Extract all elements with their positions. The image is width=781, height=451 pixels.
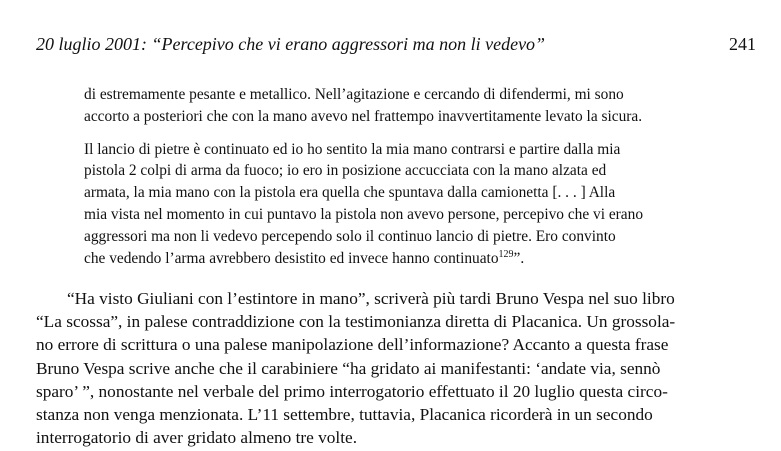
quote-closing: ”. [513,249,525,267]
body-line: Bruno Vespa scrive anche che il carabiniere “ha gridato ai manifestanti: ‘andate via, sennò [36,358,661,378]
block-quote [84,84,724,269]
body-line: stanza non venga menzionata. L’11 settembre, tuttavia, Placanica ricorderà in un secondo [36,405,653,425]
quote-line-text: che vedendo l’arma avrebbero desistito ed invece hanno continuato [84,249,499,267]
quote-line: Il lancio di pietre è continuato ed io ho sentito la mia mano contrarsi e partire dalla mia [84,140,621,158]
quote-paragraph-1 [84,84,724,128]
body-paragraph [36,287,756,449]
quote-line-last [84,248,724,270]
body-line: “Ha visto Giuliani con l’estintore in mano”, scriverà più tardi Bruno Vespa nel suo libro [67,289,675,308]
quote-line: aggressori ma non li vedevo percependo solo il continuo lancio di pietre. Ero convinto [84,227,616,245]
body-line: “La scossa”, in palese contraddizione con la testimonianza diretta di Placanica. Un grossola- [36,312,676,332]
footnote-reference[interactable]: 129 [498,248,514,260]
running-title: 20 luglio 2001: “Percepivo che vi erano aggressori ma non li vedevo” [36,34,546,54]
quote-paragraph-2 [84,139,724,270]
quote-line: armata, la mia mano con la pistola era quella che spuntava dalla camionetta [. . . ] Alla [84,184,616,202]
quote-line: mia vista nel momento in cui puntavo la pistola non avevo persone, percepivo che vi erano [84,205,644,223]
quote-line: di estremamente pesante e metallico. Nell’agitazione e cercando di difendermi, mi sono [84,86,624,103]
quote-line: accorto a posteriori che con la mano avevo nel frattempo inavvertitamente levato la sicura. [84,107,643,125]
body-line: interrogatorio di aver gridato almeno tre volte. [36,428,358,448]
body-line: sparo’ ”, nonostante nel verbale del primo interrogatorio effettuato il 20 luglio questa circo- [36,381,668,401]
page-number: 241 [729,34,756,54]
quote-line: pistola 2 colpi di arma da fuoco; io ero in posizione accucciata con la mano alzata ed [84,162,607,180]
body-line: no errore di scrittura o una palese manipolazione dell’informazione? Accanto a questa frase [36,335,669,355]
running-header [36,34,756,58]
